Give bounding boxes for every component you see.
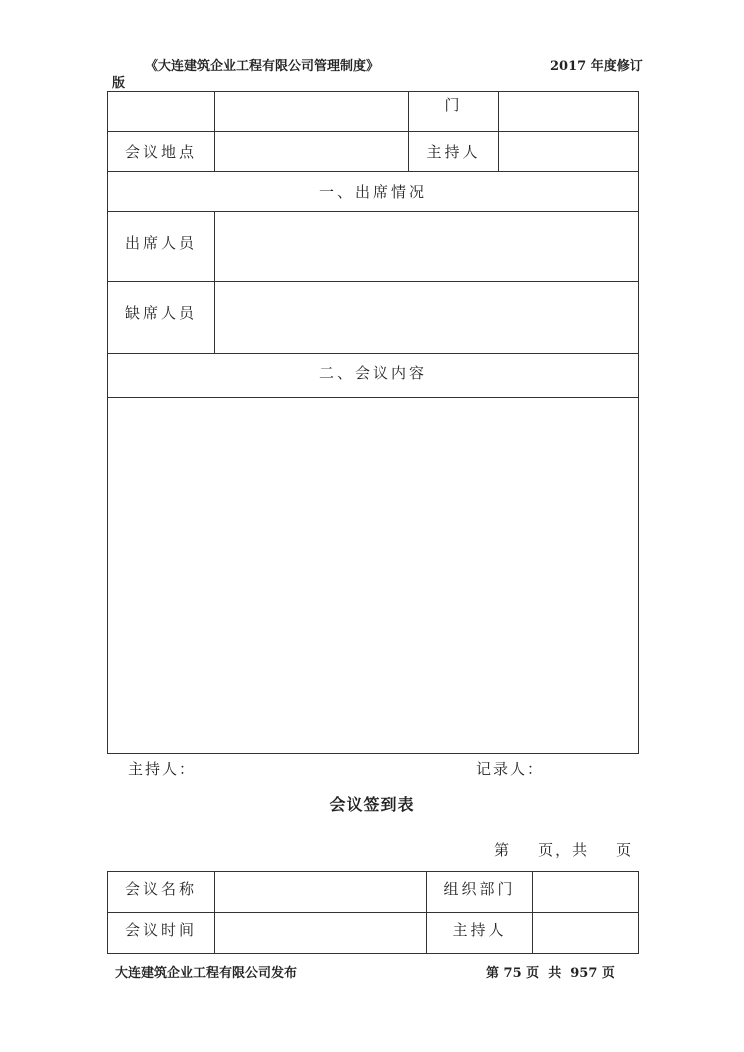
signin-sheet-title: 会议签到表 <box>329 795 415 814</box>
host-label: 主持人 <box>426 143 481 161</box>
host-signature-label: 主持人： <box>128 760 197 778</box>
attendees-label: 出席人员 <box>124 233 197 252</box>
meeting-name-label: 会议名称 <box>124 879 197 898</box>
footer-page-number: 第 75 页 共 957 页 <box>486 966 615 981</box>
col-divider <box>214 92 215 171</box>
col-divider <box>532 872 533 953</box>
location-label: 会议地点 <box>124 143 197 161</box>
section-attendance-title: 一、出席情况 <box>318 183 427 201</box>
meeting-record-table <box>107 91 639 754</box>
meeting-time-label: 会议时间 <box>124 920 197 939</box>
col-divider <box>498 92 499 171</box>
col-divider <box>214 211 215 353</box>
meeting-content-area[interactable] <box>108 398 638 753</box>
revision-year-suffix: 版 <box>112 76 126 91</box>
recorder-signature-label: 记录人： <box>476 760 545 778</box>
dept-label-continued: 门 <box>444 96 463 114</box>
section-content-title: 二、会议内容 <box>318 363 427 382</box>
signin-table <box>107 871 639 954</box>
signin-host-label: 主持人 <box>452 920 507 939</box>
absentees-label: 缺席人员 <box>124 303 197 322</box>
signin-page-info: 第 页，共 页 <box>494 841 634 859</box>
revision-year: 2017 年度修订 <box>550 59 643 74</box>
document-title: 《大连建筑企业工程有限公司管理制度》 <box>145 59 380 74</box>
org-dept-label: 组织部门 <box>443 879 516 898</box>
footer-publisher: 大连建筑企业工程有限公司发布 <box>115 966 298 981</box>
col-divider <box>214 872 215 953</box>
